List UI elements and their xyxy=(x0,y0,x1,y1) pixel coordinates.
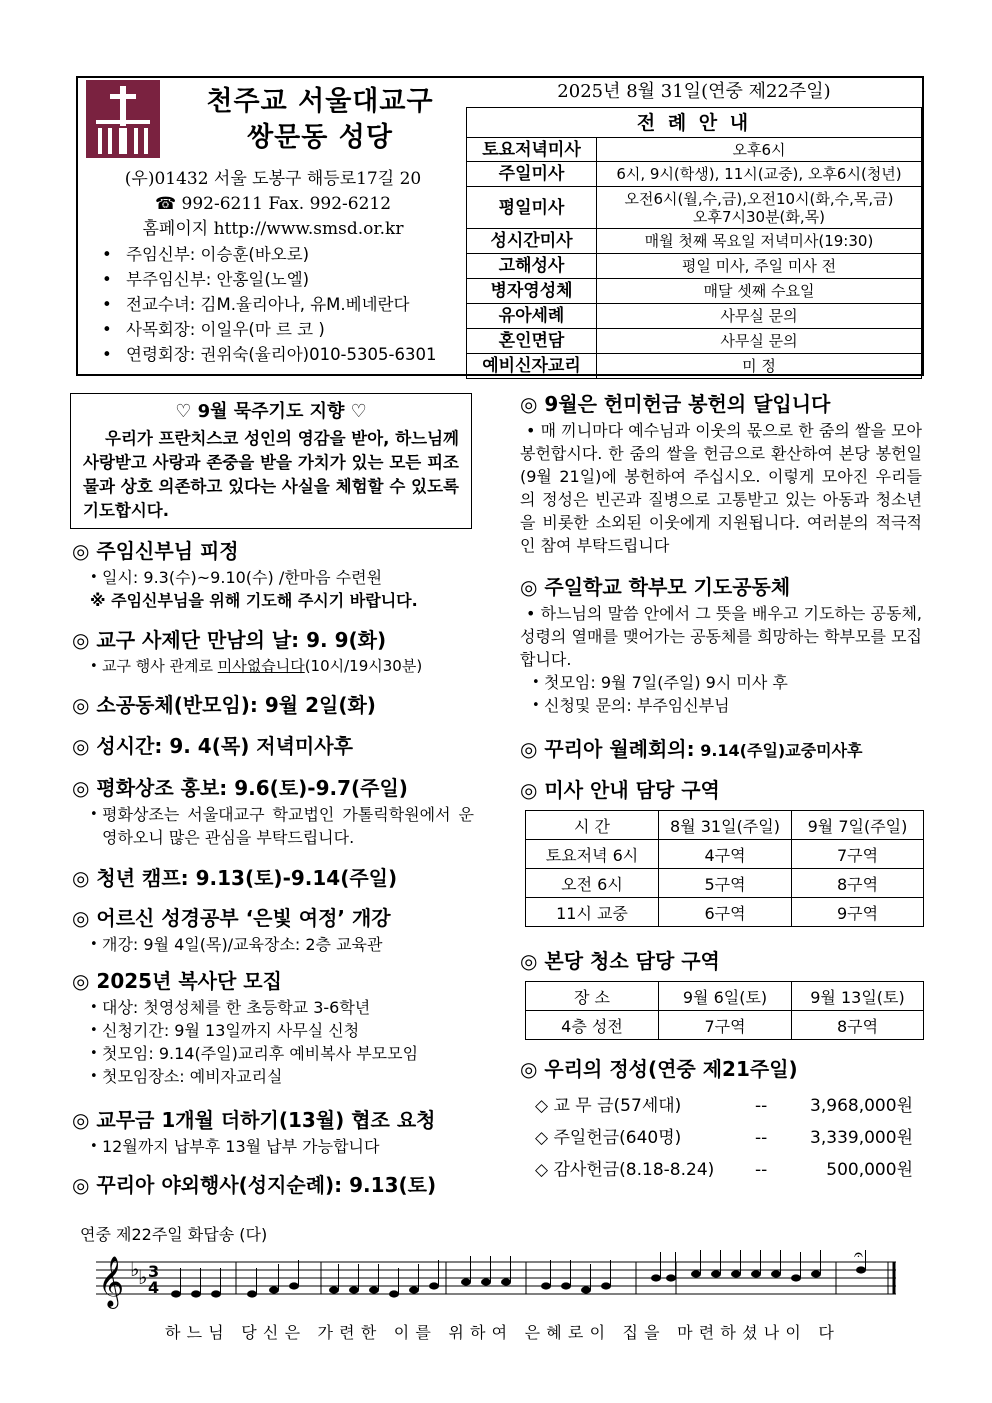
table-row xyxy=(526,840,924,869)
note-head xyxy=(561,1282,571,1289)
text-part: 교구 행사 관계로 xyxy=(102,657,218,675)
mass-guide-table xyxy=(525,810,924,927)
bullet-text: • 첫모임: 9월 7일(주일) 9시 미사 후 xyxy=(528,671,924,694)
fermata: 𝄐 xyxy=(854,1250,863,1264)
liturgy-key: 성시간미사 xyxy=(467,229,597,254)
church-name xyxy=(180,84,460,156)
cleaning-table xyxy=(525,981,924,1040)
bullet-text: • 첫모임: 9.14(주일)교리후 예비복사 부모모임 xyxy=(86,1042,476,1065)
note-head xyxy=(329,1286,339,1293)
music-staff xyxy=(96,1250,906,1324)
section-heading: ◎ 교무금 1개월 더하기(13월) 협조 요청 xyxy=(72,1108,436,1132)
table-header: 9월 7일(주일) xyxy=(792,811,924,840)
note-head xyxy=(211,1290,221,1297)
table-cell: 9구역 xyxy=(792,898,924,927)
note-head xyxy=(651,1274,661,1281)
table-cell: 5구역 xyxy=(659,869,792,898)
section-heading: ◎ 교구 사제단 만남의 날: 9. 9(화) xyxy=(72,628,387,652)
church-logo xyxy=(86,80,160,158)
offering-dash: -- xyxy=(755,1128,768,1148)
intention-title: ♡ 9월 묵주기도 지향 ♡ xyxy=(175,401,367,422)
liturgy-value: 오후6시 xyxy=(597,138,922,162)
offering-label: ◇ 감사헌금(8.18-8.24) xyxy=(535,1160,715,1180)
bullet-text: • 신청기간: 9월 13일까지 사무실 신청 xyxy=(86,1019,476,1042)
liturgy-key: 예비신자교리 xyxy=(467,354,597,379)
section-curia-meeting xyxy=(520,734,924,766)
bullet-text: • 평화상조는 서울대교구 학교법인 가톨릭학원에서 운영하오니 많은 관심을 부탁드립니다. xyxy=(86,803,474,849)
section-body: • 하느님의 말씀 안에서 그 뜻을 배우고 기도하는 공동체, 성령의 열매를 맺어가는 공동체를 희망하는 학부모를 모집합니다. xyxy=(520,604,922,669)
section-altar-servers xyxy=(72,966,476,1088)
treble-clef: 𝄞 xyxy=(98,1256,125,1307)
liturgy-key: 고해성사 xyxy=(467,254,597,279)
table-cell: 오전 6시 xyxy=(526,869,659,898)
offering-row xyxy=(535,1154,915,1186)
bullet-text: • 개강: 9월 4일(목)/교육장소: 2층 교육관 xyxy=(86,933,476,956)
table-cell: 7구역 xyxy=(659,1011,792,1040)
note-head xyxy=(171,1290,181,1297)
note-head xyxy=(791,1274,801,1281)
liturgy-key: 유아세례 xyxy=(467,304,597,329)
liturgy-value-line1: 오전6시(월,수,금),오전10시(화,수,목,금) xyxy=(624,189,894,208)
liturgy-key: 평일미사 xyxy=(467,187,597,229)
offering-label: ◇ 교 무 금(57세대) xyxy=(535,1096,682,1116)
note-head xyxy=(461,1278,471,1285)
section-curia-outing xyxy=(72,1170,476,1200)
liturgy-title: 전 례 안 내 xyxy=(467,108,922,138)
section-heading: ◎ 주일학교 학부모 기도공동체 xyxy=(520,575,791,599)
bullet-text: • 대상: 첫영성체를 한 초등학교 3-6학년 xyxy=(86,996,476,1019)
homepage[interactable]: 홈페이지 http://www.smsd.or.kr xyxy=(142,219,404,239)
liturgy-key: 혼인면담 xyxy=(467,329,597,354)
bullet-text xyxy=(86,655,476,678)
note-head xyxy=(856,1266,866,1273)
note-head xyxy=(666,1274,676,1281)
offering-amount: 500,000원 xyxy=(826,1160,913,1180)
note-head xyxy=(601,1282,611,1289)
section-heading: ◎ 2025년 복사단 모집 xyxy=(72,969,282,993)
table-row xyxy=(526,869,924,898)
no-mass-text: 미사없습니다 xyxy=(217,657,305,675)
table-cell: 11시 교중 xyxy=(526,898,659,927)
note-head xyxy=(581,1286,591,1293)
text-part: (10시/19시30분) xyxy=(304,657,423,675)
note-text: ※ 주임신부님을 위해 기도해 주시기 바랍니다. xyxy=(90,591,418,610)
note-head xyxy=(389,1290,399,1297)
liturgy-value: 미 정 xyxy=(597,354,922,379)
time-sig-top: 3 xyxy=(148,1262,160,1281)
section-body: • 매 끼니마다 예수님과 이웃의 몫으로 한 줌의 쌀을 모아 봉헌합시다. 한 줌의 쌀을 헌금으로 환산하여 본당 봉헌일(9월 21일)에 봉헌하여 주십시오. 이렇게 모아진 우리들의 정성은 빈곤과 질병으로 고통받고 있는 아동과 청소년을 비롯한 소외된 이웃에게 지원됩니다. 여러분의 적극적인 참여 부탁드립니다 xyxy=(520,421,922,555)
liturgy-key: 병자영성체 xyxy=(467,279,597,304)
phone: ☎ 992-6211 Fax. 992-6212 xyxy=(154,194,392,214)
note-head xyxy=(191,1290,201,1297)
section-heading: ◎ 평화상조 홍보: 9.6(토)-9.7(주일) xyxy=(72,776,408,800)
liturgy-value: 평일 미사, 주일 미사 전 xyxy=(597,254,922,279)
liturgy-table xyxy=(466,107,922,379)
time-sig-bottom: 4 xyxy=(148,1278,160,1297)
section-bible-study xyxy=(72,903,476,956)
staff-item: • 부주임신부: 안홍일(노엘) xyxy=(98,267,468,292)
section-heading: ◎ 미사 안내 담당 구역 xyxy=(520,778,720,802)
liturgy-value: 매달 셋째 수요일 xyxy=(597,279,922,304)
section-heading xyxy=(520,734,924,766)
section-heading: ◎ 우리의 정성(연중 제21주일) xyxy=(520,1057,798,1081)
note-head xyxy=(429,1282,439,1289)
section-heading: ◎ 어르신 성경공부 ‘은빛 여정’ 개강 xyxy=(72,906,391,930)
section-heading: ◎ 성시간: 9. 4(목) 저녁미사후 xyxy=(72,734,353,758)
section-heading: ◎ 주임신부님 피정 xyxy=(72,539,239,563)
offering-dash: -- xyxy=(755,1096,768,1116)
offering-row xyxy=(535,1122,915,1154)
table-header: 장 소 xyxy=(526,982,659,1011)
intention-body: 우리가 프란치스코 성인의 영감을 받아, 하느님께 사랑받고 사랑과 존중을 받을 가치가 있는 모든 피조물과 상호 의존하고 있다는 사실을 체험할 수 있도록 기도합시다. xyxy=(83,429,459,520)
offering-amount: 3,339,000원 xyxy=(810,1128,913,1148)
bulletin-date: 2025년 8월 31일(연중 제22주일) xyxy=(557,81,831,102)
bullet-text: • 일시: 9.3(수)~9.10(수) /한마음 수련원 xyxy=(86,566,476,589)
rosary-intention-box xyxy=(70,393,472,529)
section-cleaning xyxy=(520,946,924,976)
note-head xyxy=(349,1286,359,1293)
section-priests-day xyxy=(72,625,476,678)
church-name-line1: 천주교 서울대교구 xyxy=(206,86,434,117)
table-header: 시 간 xyxy=(526,811,659,840)
table-row xyxy=(526,1011,924,1040)
note-head xyxy=(731,1270,741,1277)
table-cell: 토요저녁 6시 xyxy=(526,840,659,869)
section-youth-camp xyxy=(72,863,476,893)
table-header: 8월 31일(주일) xyxy=(659,811,792,840)
table-cell: 8구역 xyxy=(792,1011,924,1040)
staff-list xyxy=(98,242,468,367)
section-dues xyxy=(72,1105,476,1158)
staff-item: • 주임신부: 이승훈(바오로) xyxy=(98,242,468,267)
note-head xyxy=(541,1282,551,1289)
note-head xyxy=(501,1278,511,1285)
flat-sign: ♭ xyxy=(138,1265,148,1289)
liturgy-value: 매월 첫째 목요일 저녁미사(19:30) xyxy=(597,229,922,254)
liturgy-value xyxy=(597,187,922,229)
section-heading: ◎ 본당 청소 담당 구역 xyxy=(520,949,720,973)
psalm-title: 연중 제22주일 화답송 (다) xyxy=(80,1225,268,1244)
psalm-lyrics: 하느님 당신은 가련한 이를 위하여 은혜로이 집을 마련하셨나이 다 xyxy=(165,1323,841,1342)
offering-dash: -- xyxy=(755,1160,768,1180)
staff-item: • 전교수녀: 김M.율리아나, 유M.베네란다 xyxy=(98,292,468,317)
section-rice-offering xyxy=(520,389,924,557)
liturgy-key: 주일미사 xyxy=(467,162,597,187)
liturgy-key: 토요저녁미사 xyxy=(467,138,597,162)
section-heading: ◎ 꾸리아 야외행사(성지순례): 9.13(토) xyxy=(72,1173,437,1197)
heading-main: ◎ 꾸리아 월례회의: xyxy=(520,737,695,761)
table-header: 9월 6일(토) xyxy=(659,982,792,1011)
bullet-text: • 첫모임장소: 예비자교리실 xyxy=(86,1065,476,1088)
heading-sub: 9.14(주일)교중미사후 xyxy=(694,741,863,760)
liturgy-value: 6시, 9시(학생), 11시(교중), 오후6시(청년) xyxy=(597,162,922,187)
contact-info xyxy=(80,167,466,242)
note-head xyxy=(409,1286,419,1293)
offering-label: ◇ 주일헌금(640명) xyxy=(535,1128,682,1148)
bullet-text: • 신청및 문의: 부주임신부님 xyxy=(528,694,924,717)
section-heading: ◎ 청년 캠프: 9.13(토)-9.14(주일) xyxy=(72,866,398,890)
table-header: 9월 13일(토) xyxy=(792,982,924,1011)
liturgy-value: 사무실 문의 xyxy=(597,304,922,329)
offering-row xyxy=(535,1090,915,1122)
bullet-text: • 12월까지 납부후 13월 납부 가능합니다 xyxy=(86,1135,476,1158)
section-mass-guide xyxy=(520,775,924,805)
table-cell: 4층 성전 xyxy=(526,1011,659,1040)
section-holy-hour xyxy=(72,731,476,761)
section-offerings xyxy=(520,1054,924,1084)
section-parents-prayer xyxy=(520,572,924,717)
table-cell: 7구역 xyxy=(792,840,924,869)
flat-sign: ♭ xyxy=(130,1257,140,1281)
note-head xyxy=(811,1270,821,1277)
note-head xyxy=(771,1270,781,1277)
staff-item: • 사목회장: 이일우(마 르 코 ) xyxy=(98,317,468,342)
church-name-line2: 쌍문동 성당 xyxy=(247,122,393,153)
table-cell: 4구역 xyxy=(659,840,792,869)
section-pastor-retreat xyxy=(72,536,476,612)
section-funeral-promo xyxy=(72,773,476,849)
section-heading: ◎ 9월은 헌미헌금 봉헌의 달입니다 xyxy=(520,392,831,416)
note-head xyxy=(751,1270,761,1277)
liturgy-value: 사무실 문의 xyxy=(597,329,922,354)
note-head xyxy=(481,1278,491,1285)
address: (우)01432 서울 도봉구 해등로17길 20 xyxy=(124,169,422,189)
table-cell: 8구역 xyxy=(792,869,924,898)
offerings-list xyxy=(535,1090,915,1186)
note-head xyxy=(247,1290,257,1297)
note-head xyxy=(711,1270,721,1277)
section-small-community xyxy=(72,690,476,720)
staff-item: • 연령회장: 권위숙(율리아)010-5305-6301 xyxy=(98,342,468,367)
offering-amount: 3,968,000원 xyxy=(810,1096,913,1116)
note-head xyxy=(691,1270,701,1277)
table-cell: 6구역 xyxy=(659,898,792,927)
note-head xyxy=(289,1282,299,1289)
liturgy-value-line2: 오후7시30분(화,목) xyxy=(692,207,826,226)
section-heading: ◎ 소공동체(반모임): 9월 2일(화) xyxy=(72,693,376,717)
table-row xyxy=(526,898,924,927)
note-head xyxy=(269,1286,279,1293)
note-head xyxy=(369,1286,379,1293)
